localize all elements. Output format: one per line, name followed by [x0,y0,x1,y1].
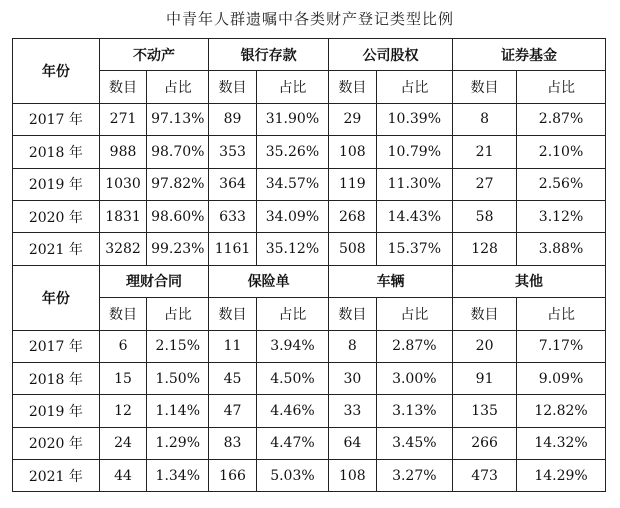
year-cell: 2021 年 [13,460,100,492]
percent-cell: 3.94% [256,330,328,362]
count-cell: 108 [329,136,377,168]
percent-cell: 7.17% [517,330,606,362]
percent-subheader: 占比 [147,298,209,330]
subheader-row [13,71,606,103]
count-cell: 633 [209,200,257,232]
year-cell: 2018 年 [13,136,100,168]
table-row [13,395,606,427]
count-cell: 83 [209,427,257,459]
count-cell: 24 [99,427,147,459]
percent-subheader: 占比 [517,71,606,103]
count-cell: 135 [453,395,517,427]
category-header: 其他 [453,265,606,297]
count-subheader: 数目 [329,298,377,330]
count-cell: 6 [99,330,147,362]
year-cell: 2018 年 [13,362,100,394]
percent-cell: 2.15% [147,330,209,362]
percent-cell: 5.03% [256,460,328,492]
count-cell: 20 [453,330,517,362]
year-cell: 2021 年 [13,233,100,265]
count-cell: 271 [99,103,147,135]
percent-cell: 3.13% [376,395,452,427]
category-header: 证券基金 [453,39,606,71]
count-cell: 27 [453,168,517,200]
percent-cell: 10.79% [376,136,452,168]
count-cell: 64 [329,427,377,459]
year-column-header: 年份 [13,265,100,330]
percent-cell: 15.37% [376,233,452,265]
percent-cell: 99.23% [147,233,209,265]
category-header: 车辆 [329,265,453,297]
table-row [13,168,606,200]
percent-cell: 4.50% [256,362,328,394]
percent-cell: 3.12% [517,200,606,232]
count-cell: 91 [453,362,517,394]
percent-subheader: 占比 [256,71,328,103]
count-cell: 12 [99,395,147,427]
count-cell: 58 [453,200,517,232]
category-header: 保险单 [209,265,329,297]
count-cell: 1831 [99,200,147,232]
percent-cell: 98.60% [147,200,209,232]
count-cell: 364 [209,168,257,200]
year-cell: 2019 年 [13,395,100,427]
count-cell: 3282 [99,233,147,265]
percent-cell: 9.09% [517,362,606,394]
table-row [13,460,606,492]
percent-cell: 31.90% [256,103,328,135]
percent-cell: 34.57% [256,168,328,200]
count-cell: 128 [453,233,517,265]
percent-cell: 97.82% [147,168,209,200]
count-cell: 15 [99,362,147,394]
percent-cell: 2.56% [517,168,606,200]
table-row [13,233,606,265]
count-subheader: 数目 [99,298,147,330]
count-cell: 11 [209,330,257,362]
percent-subheader: 占比 [376,71,452,103]
percent-cell: 3.45% [376,427,452,459]
year-cell: 2017 年 [13,103,100,135]
count-cell: 33 [329,395,377,427]
count-cell: 89 [209,103,257,135]
count-cell: 30 [329,362,377,394]
percent-cell: 34.09% [256,200,328,232]
count-subheader: 数目 [453,298,517,330]
year-cell: 2020 年 [13,200,100,232]
category-header: 不动产 [99,39,209,71]
count-cell: 45 [209,362,257,394]
count-cell: 508 [329,233,377,265]
percent-cell: 2.10% [517,136,606,168]
table-row [13,200,606,232]
table-row [13,362,606,394]
count-cell: 988 [99,136,147,168]
count-subheader: 数目 [329,71,377,103]
count-cell: 1161 [209,233,257,265]
year-cell: 2019 年 [13,168,100,200]
percent-cell: 1.34% [147,460,209,492]
table-body [13,39,606,492]
year-cell: 2017 年 [13,330,100,362]
count-cell: 44 [99,460,147,492]
count-subheader: 数目 [99,71,147,103]
percent-cell: 35.12% [256,233,328,265]
count-cell: 266 [453,427,517,459]
asset-registration-table [12,38,606,492]
count-cell: 29 [329,103,377,135]
count-cell: 473 [453,460,517,492]
table-row [13,330,606,362]
year-cell: 2020 年 [13,427,100,459]
percent-cell: 97.13% [147,103,209,135]
category-header: 理财合同 [99,265,209,297]
percent-cell: 3.27% [376,460,452,492]
count-cell: 1030 [99,168,147,200]
count-subheader: 数目 [209,71,257,103]
count-cell: 119 [329,168,377,200]
percent-cell: 12.82% [517,395,606,427]
count-cell: 353 [209,136,257,168]
percent-subheader: 占比 [376,298,452,330]
percent-cell: 11.30% [376,168,452,200]
count-cell: 268 [329,200,377,232]
count-cell: 21 [453,136,517,168]
percent-cell: 4.47% [256,427,328,459]
percent-subheader: 占比 [517,298,606,330]
percent-cell: 35.26% [256,136,328,168]
count-cell: 108 [329,460,377,492]
category-header-row [13,265,606,297]
count-cell: 166 [209,460,257,492]
percent-cell: 98.70% [147,136,209,168]
percent-cell: 2.87% [376,330,452,362]
table-row [13,427,606,459]
percent-cell: 14.32% [517,427,606,459]
table-title: 中青年人群遗嘱中各类财产登记类型比例 [165,10,454,28]
percent-cell: 14.29% [517,460,606,492]
year-column-header: 年份 [13,39,100,104]
category-header-row [13,39,606,71]
count-cell: 8 [453,103,517,135]
percent-cell: 14.43% [376,200,452,232]
percent-cell: 10.39% [376,103,452,135]
table-row [13,103,606,135]
percent-cell: 1.14% [147,395,209,427]
percent-cell: 2.87% [517,103,606,135]
percent-cell: 3.88% [517,233,606,265]
percent-cell: 1.29% [147,427,209,459]
count-subheader: 数目 [453,71,517,103]
count-cell: 47 [209,395,257,427]
percent-subheader: 占比 [147,71,209,103]
percent-cell: 4.46% [256,395,328,427]
table-row [13,136,606,168]
count-subheader: 数目 [209,298,257,330]
percent-cell: 1.50% [147,362,209,394]
percent-cell: 3.00% [376,362,452,394]
category-header: 公司股权 [329,39,453,71]
subheader-row [13,298,606,330]
percent-subheader: 占比 [256,298,328,330]
count-cell: 8 [329,330,377,362]
category-header: 银行存款 [209,39,329,71]
